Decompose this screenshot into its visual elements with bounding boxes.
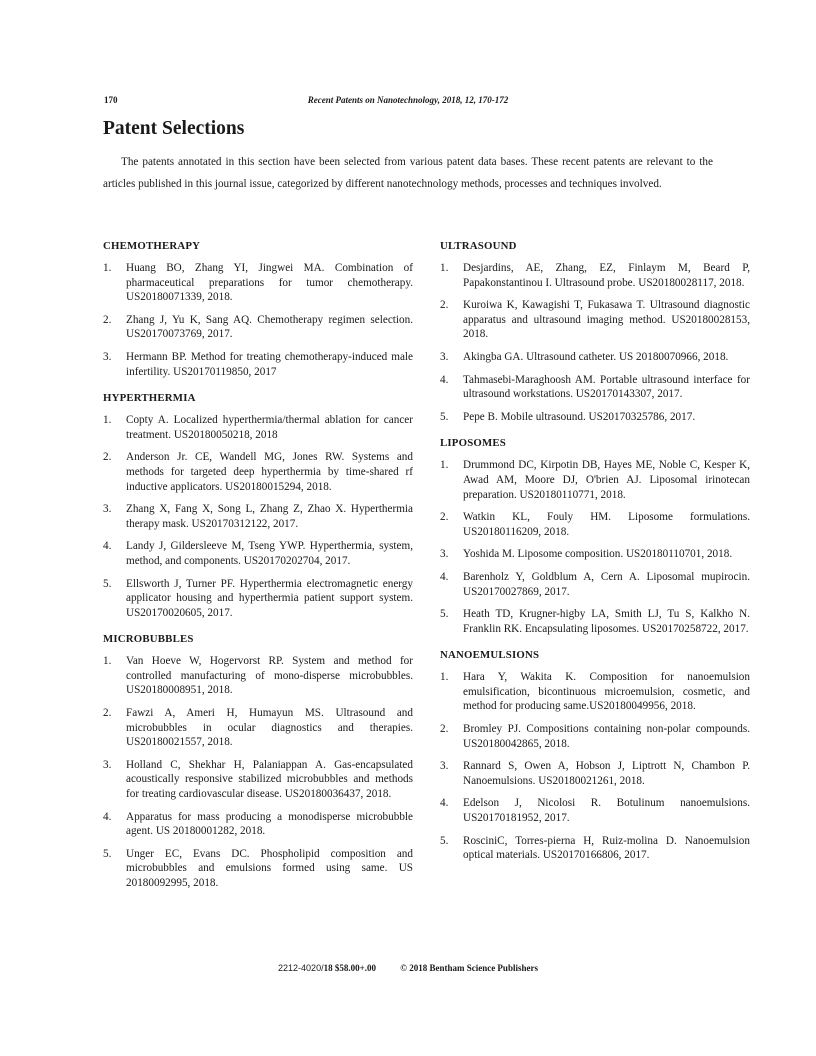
right-column	[440, 240, 750, 876]
item-citation: Apparatus for mass producing a monodisperse microbubble agent. US 20180001282, 2018.	[126, 810, 413, 838]
list-item	[440, 350, 750, 365]
item-number: 4.	[440, 373, 449, 386]
list-item	[440, 547, 750, 562]
item-citation: Zhang J, Yu K, Sang AQ. Chemotherapy regimen selection. US20170073769, 2017.	[126, 313, 413, 341]
item-number: 1.	[440, 459, 449, 472]
item-citation: Anderson Jr. CE, Wandell MG, Jones RW. Systems and methods for targeted deep hyperthermia by time-shared rf inductive applicators. US20180015294, 2018.	[126, 451, 413, 493]
item-number: 3.	[440, 350, 449, 363]
item-number: 3.	[440, 760, 449, 773]
section-heading: LIPOSOMES	[440, 437, 506, 450]
page-title: Patent Selections	[103, 118, 245, 139]
list-item	[103, 350, 413, 379]
list-item	[440, 510, 750, 539]
item-number: 3.	[103, 503, 112, 516]
item-number: 4.	[103, 540, 112, 553]
item-number: 1.	[103, 414, 112, 427]
running-header	[104, 95, 712, 109]
item-number: 2.	[440, 511, 449, 524]
section-heading: NANOEMULSIONS	[440, 649, 540, 662]
list-item	[440, 458, 750, 502]
item-number: 3.	[103, 758, 112, 771]
item-citation: Pepe B. Mobile ultrasound. US20170325786, 2017.	[463, 410, 696, 423]
item-citation: Akingba GA. Ultrasound catheter. US 20180070966, 2018.	[463, 350, 729, 363]
page-footer	[0, 963, 816, 973]
item-citation: Landy J, Gildersleeve M, Tseng YWP. Hyperthermia, system, method, and components. US20170202704, 2017.	[126, 540, 413, 567]
item-citation: Barenholz Y, Goldblum A, Cern A. Liposomal mupirocin. US20170027869, 2017.	[463, 570, 750, 598]
section-heading: MICROBUBBLES	[103, 633, 194, 646]
item-number: 2.	[440, 299, 449, 312]
item-citation: Ellsworth J, Turner PF. Hyperthermia electromagnetic energy applicator housing and hyperthermia patient support system. US20170020605, 2017.	[126, 577, 413, 619]
list-item	[103, 758, 413, 802]
section-hyperthermia	[103, 392, 413, 620]
item-number: 5.	[440, 608, 449, 621]
item-number: 5.	[440, 410, 449, 423]
item-number: 2.	[440, 723, 449, 736]
section-heading: ULTRASOUND	[440, 240, 517, 252]
list-item	[103, 539, 413, 568]
item-number: 3.	[440, 548, 449, 561]
item-citation: Bromley PJ. Compositions containing non-polar compounds. US20180042865, 2018.	[463, 723, 750, 750]
item-citation: Edelson J, Nicolosi R. Botulinum nanoemulsions. US20170181952, 2017.	[463, 797, 750, 825]
item-citation: Unger EC, Evans DC. Phospholipid composition and microbubbles and emulsions formed using same. US 20180092995, 2018.	[126, 847, 413, 889]
section-microbubbles	[103, 633, 413, 890]
item-citation: Tahmasebi-Maraghoosh AM. Portable ultrasound interface for ultrasound workstations. US20170143307, 2017.	[463, 373, 750, 401]
list-item	[440, 410, 750, 425]
list-item	[440, 607, 750, 636]
section-nanoemulsions	[440, 649, 750, 863]
item-citation: Yoshida M. Liposome composition. US20180110701, 2018.	[463, 548, 733, 561]
list-item	[440, 261, 750, 290]
list-item	[103, 413, 413, 442]
item-number: 5.	[103, 847, 112, 860]
item-citation: Van Hoeve W, Hogervorst RP. System and method for controlled manufacturing of mono-disperse microbubbles. US20180008951, 2018.	[126, 655, 413, 697]
section-heading: CHEMOTHERAPY	[103, 240, 201, 252]
item-number: 4.	[440, 570, 449, 583]
item-number: 1.	[103, 262, 112, 274]
item-number: 2.	[103, 707, 112, 720]
item-citation: RosciniC, Torres-pierna H, Ruiz-molina D. Nanoemulsion optical materials. US20170166806, 2017.	[463, 834, 750, 862]
intro-paragraph: The patents annotated in this section have been selected from various patent data bases. These recent patents are relevant to the articles published in this journal issue, categorized by different nanotechnology methods, processes and techniques involved.	[103, 156, 713, 190]
list-item	[440, 834, 750, 863]
item-number: 1.	[440, 262, 449, 274]
item-citation: Watkin KL, Fouly HM. Liposome formulations. US20180116209, 2018.	[463, 511, 750, 538]
list-item	[440, 570, 750, 599]
item-citation: Rannard S, Owen A, Hobson J, Liptrott N, Chambon P. Nanoemulsions. US20180021261, 2018.	[463, 760, 750, 787]
item-citation: Heath TD, Krugner-higby LA, Smith LJ, Tu S, Kalkho N. Franklin RK. Encapsulating liposomes. US20170258722, 2017.	[463, 608, 750, 635]
item-number: 5.	[440, 834, 449, 847]
item-number: 1.	[440, 671, 449, 684]
page-number: 170	[104, 95, 118, 105]
item-number: 2.	[103, 451, 112, 464]
item-citation: Holland C, Shekhar H, Palaniappan A. Gas-encapsulated acoustically responsive stabilized microbubbles and methods for treating cardiovascular disease. US20180036437, 2018.	[126, 758, 413, 801]
list-item	[103, 313, 413, 342]
left-column	[103, 240, 413, 904]
copyright-notice: © 2018 Bentham Science Publishers	[400, 963, 538, 973]
item-number: 4.	[440, 797, 449, 810]
list-item	[440, 298, 750, 342]
list-item	[103, 450, 413, 494]
item-number: 3.	[103, 350, 112, 363]
list-item	[440, 670, 750, 714]
journal-citation: Recent Patents on Nanotechnology, 2018, 12, 170-172	[307, 95, 509, 105]
list-item	[103, 502, 413, 531]
item-number: 5.	[103, 577, 112, 590]
item-number: 4.	[103, 810, 112, 823]
list-item	[103, 810, 413, 839]
item-number: 1.	[103, 655, 112, 668]
item-number: 2.	[103, 313, 112, 326]
section-liposomes	[440, 437, 750, 636]
item-citation: Hermann BP. Method for treating chemotherapy-induced male infertility. US20170119850, 2017	[126, 350, 413, 378]
list-item	[103, 847, 413, 891]
item-citation: Hara Y, Wakita K. Composition for nanoemulsion emulsification, bicontinuous microemulsion, cosmetic, and method for producing same.US20180049956, 2018.	[463, 671, 750, 713]
item-citation: Fawzi A, Ameri H, Humayun MS. Ultrasound and microbubbles in ocular diagnostics and therapies. US20180021557, 2018.	[126, 707, 413, 749]
issn-code: 2212-4020/18 $58.00+.00	[278, 963, 376, 973]
item-citation: Drummond DC, Kirpotin DB, Hayes ME, Noble C, Kesper K, Awad AM, Moore DJ, O'brien AJ. Liposomal irinotecan preparation. US20180110771, 2018.	[463, 459, 750, 501]
item-citation: Desjardins, AE, Zhang, EZ, Finlaym M, Beard P, Papakonstantinou I. Ultrasound probe. US20180028117, 2018.	[463, 262, 750, 289]
list-item	[440, 722, 750, 751]
list-item	[103, 706, 413, 750]
section-heading: HYPERTHERMIA	[103, 392, 196, 405]
item-citation: Kuroiwa K, Kawagishi T, Fukasawa T. Ultrasound diagnostic apparatus and ultrasound imaging method. US20180028153, 2018.	[463, 299, 750, 341]
list-item	[103, 577, 413, 621]
item-citation: Huang BO, Zhang YI, Jingwei MA. Combination of pharmaceutical preparations for tumor chemotherapy. US20180071339, 2018.	[126, 262, 413, 304]
section-ultrasound	[440, 240, 750, 424]
item-citation: Copty A. Localized hyperthermia/thermal ablation for cancer treatment. US20180050218, 2018	[126, 414, 413, 441]
list-item	[103, 261, 413, 305]
list-item	[440, 373, 750, 402]
section-chemotherapy	[103, 240, 413, 379]
list-item	[440, 759, 750, 788]
item-citation: Zhang X, Fang X, Song L, Zhang Z, Zhao X. Hyperthermia therapy mask. US20170312122, 2017.	[126, 503, 413, 530]
list-item	[103, 654, 413, 698]
list-item	[440, 796, 750, 825]
